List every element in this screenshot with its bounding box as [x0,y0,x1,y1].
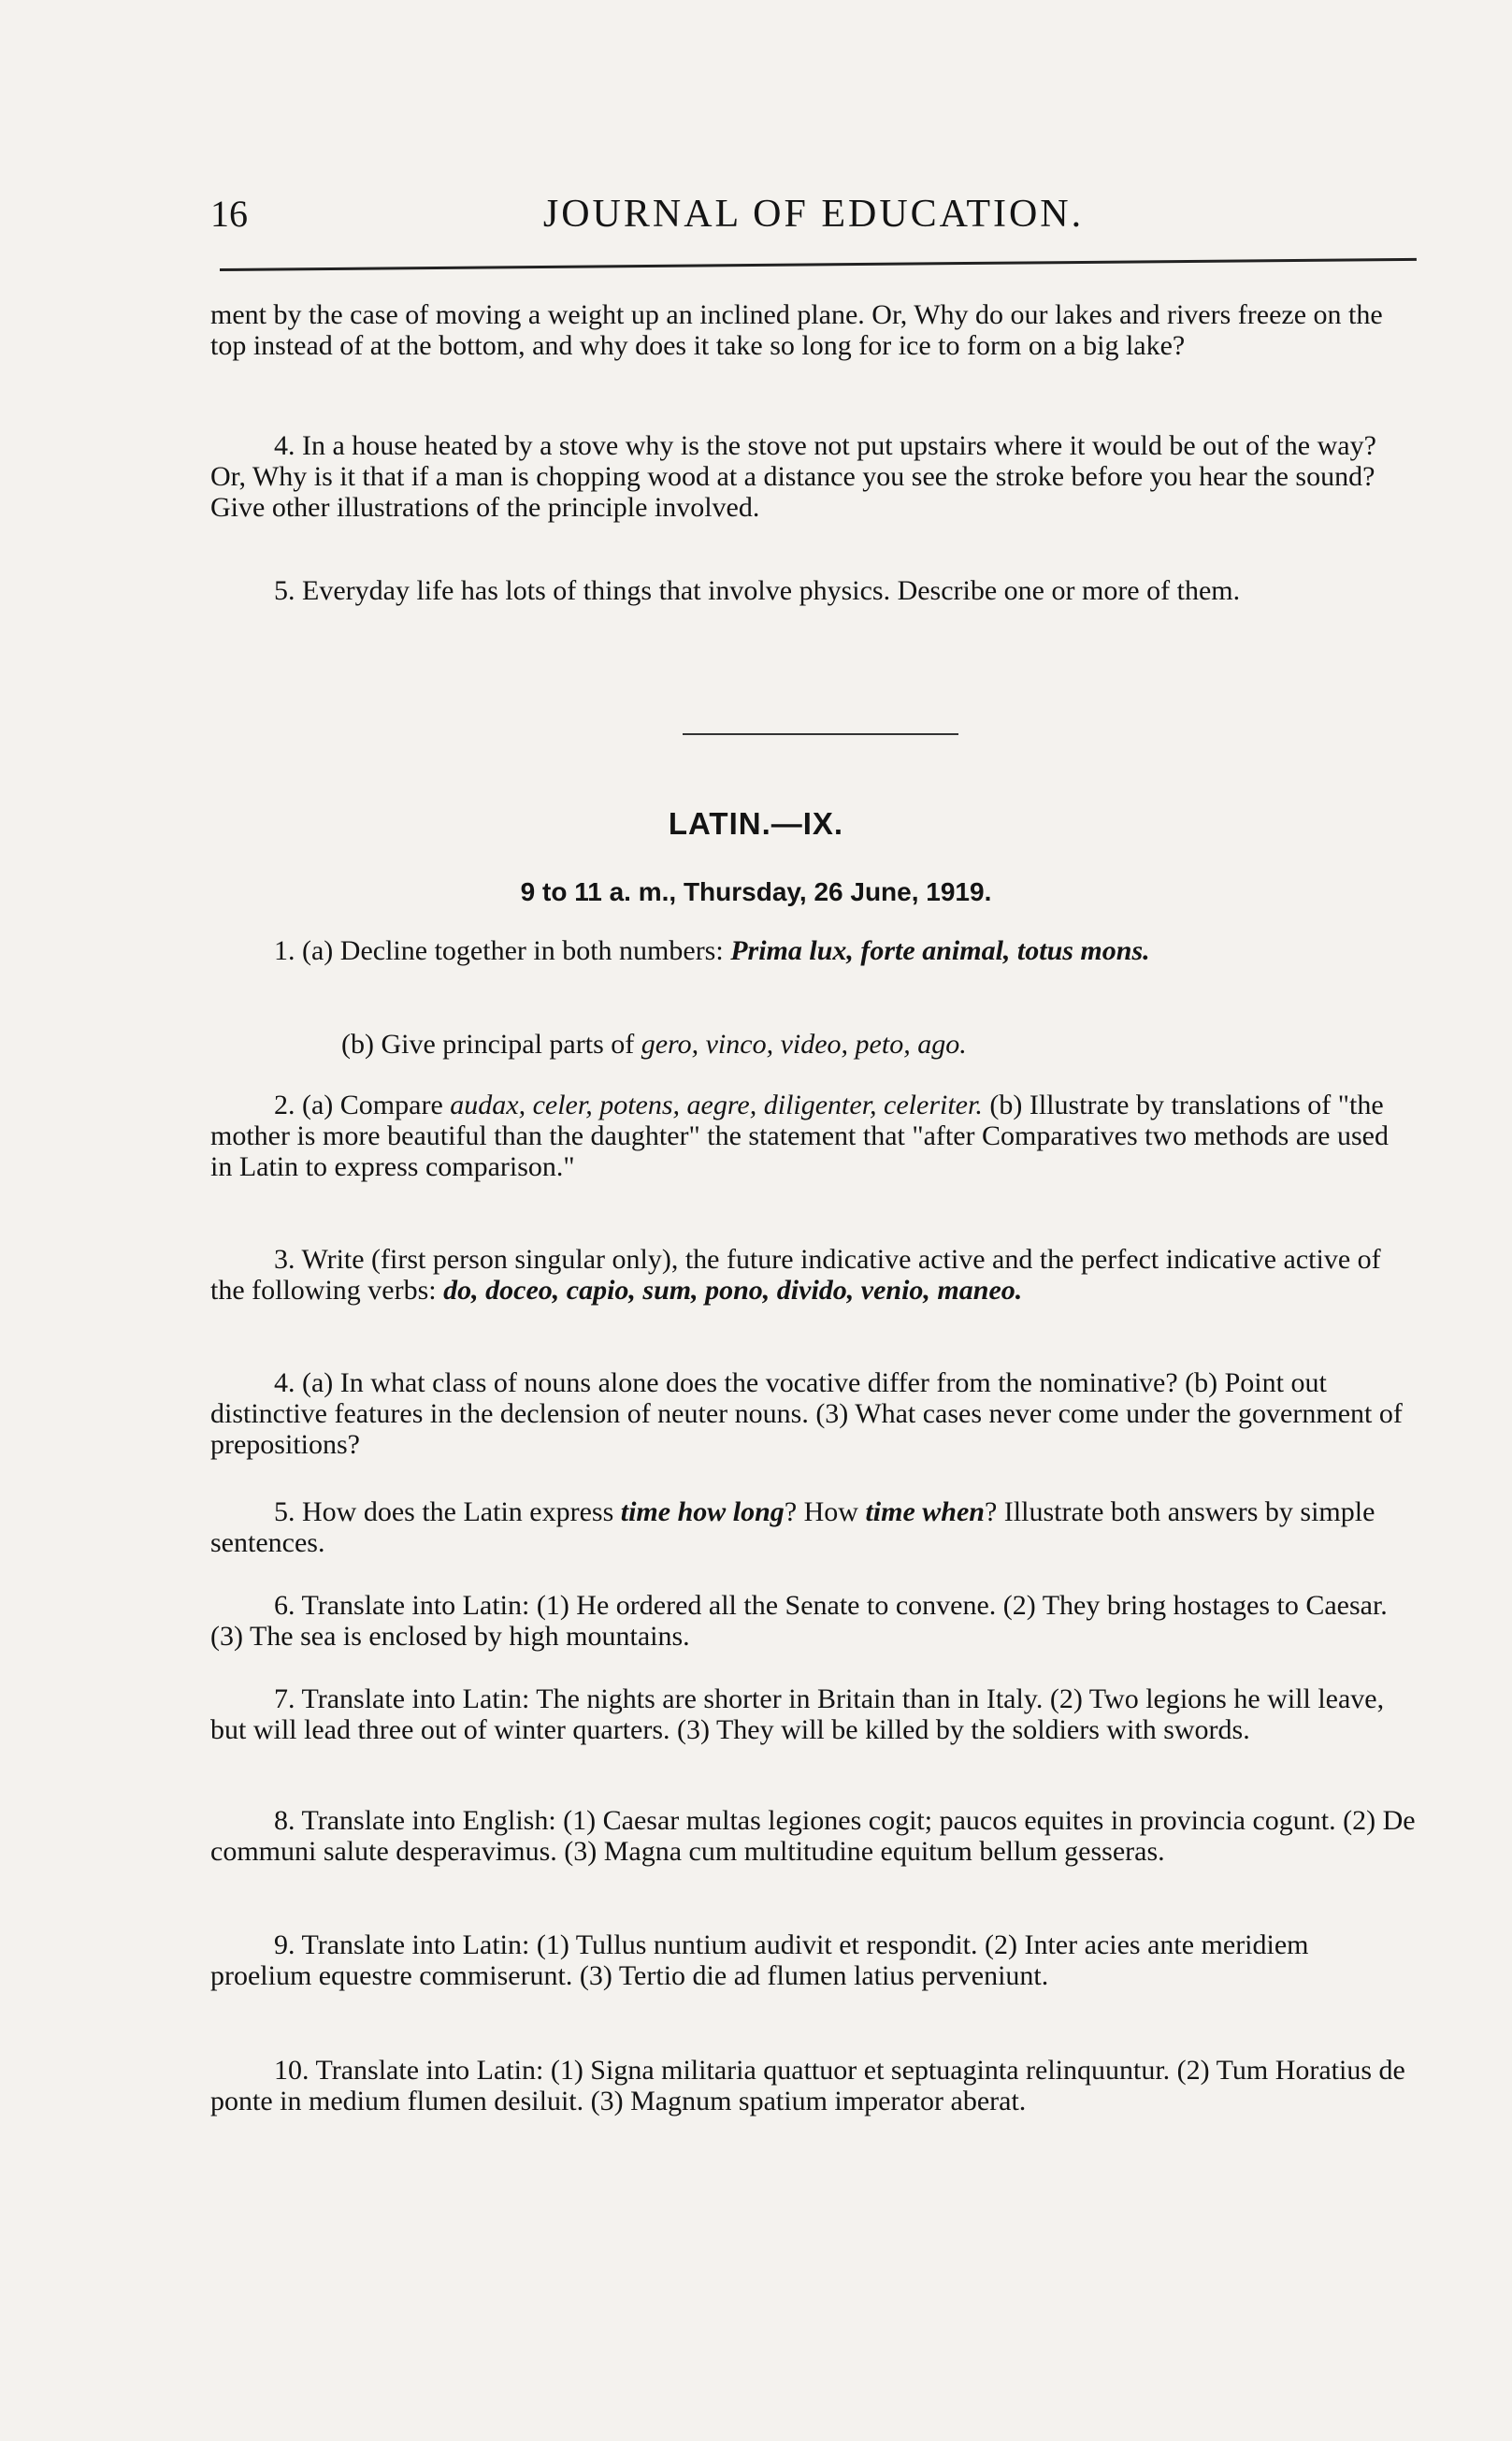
latin-question-9 [210,1929,1417,1991]
physics-question-5 [210,575,1417,606]
question-text: 8. Translate into English: (1) Caesar multas legiones cogit; paucos equites in provincia cogunt. (2) De communi salute desperavimus. (3) Magna cum multitudine equitum bellum gesseras. [210,1805,1416,1867]
question-text [210,1244,1417,1306]
question-rest: (b) Illustrate by translations of "the mother is more beautiful than the daughter" the statement that "after Comparatives two methods are used in Latin to express comparison." [210,1090,1389,1182]
latin-question-2 [210,1090,1417,1182]
latin-question-5 [210,1496,1417,1558]
latin-phrase: Prima lux, forte animal, totus mons. [730,935,1150,966]
question-text: 6. Translate into Latin: (1) He ordered all the Senate to convene. (2) They bring hostages to Caesar. (3) The sea is enclosed by high mountains. [210,1590,1388,1652]
latin-question-8 [210,1805,1417,1867]
question-lead: 3. Write (first person singular only), the future indicative active and the perfect indicative active of the following verbs: [210,1244,1381,1306]
page-number: 16 [210,193,248,235]
question-lead: (b) Give principal parts of [341,1029,641,1060]
question-emphasis: time how long [620,1496,785,1527]
paragraph-text: 5. Everyday life has lots of things that involve physics. Describe one or more of them. [274,575,1241,606]
latin-verbs: do, doceo, capio, sum, pono, divido, venio, maneo. [443,1275,1023,1306]
latin-question-1b [210,1029,1417,1060]
journal-title: JOURNAL OF EDUCATION. [542,193,1085,236]
latin-question-1a [210,935,1417,966]
latin-words: gero, vinco, video, peto, ago. [641,1029,967,1060]
question-lead: 2. (a) Compare [274,1090,451,1120]
question-text: 7. Translate into Latin: The nights are shorter in Britain than in Italy. (2) Two legions he will leave, but will lead three out of winter quarters. (3) They will be killed by the soldiers with swords. [210,1683,1385,1745]
latin-words: audax, celer, potens, aegre, diligenter, celeriter. [450,1090,983,1120]
header-rule [220,258,1417,271]
question-text [210,935,1417,966]
latin-question-4 [210,1367,1417,1460]
question-lead: 1. (a) Decline together in both numbers: [274,935,731,966]
section-divider [683,733,958,735]
latin-question-6 [210,1590,1417,1652]
question-text [210,1029,1417,1060]
latin-question-7 [210,1683,1417,1745]
latin-question-10 [210,2055,1417,2116]
question-part: ? Illustrate both answers by simple sentences. [210,1496,1375,1558]
question-text: 9. Translate into Latin: (1) Tullus nuntium audivit et respondit. (2) Inter acies ante meridiem proelium equestre commiserunt. (3) Tertio die ad flumen latius perveniunt. [210,1929,1309,1991]
question-text [210,1090,1417,1182]
paragraph-text: ment by the case of moving a weight up an inclined plane. Or, Why do our lakes and rivers freeze on the top instead of at the bottom, and why does it take so long for ice to form on a big lake? [210,299,1383,361]
latin-question-3 [210,1244,1417,1306]
physics-paragraph-continued [210,299,1417,361]
question-text: 10. Translate into Latin: (1) Signa militaria quattuor et septuaginta relinquuntur. (2) Tum Horatius de ponte in medium flumen desiluit. (3) Magnum spatium imperator aberat. [210,2055,1405,2116]
question-part: 5. How does the Latin express [274,1496,621,1527]
paragraph-text: 4. In a house heated by a stove why is the stove not put upstairs where it would be out of the way? Or, Why is it that if a man is chopping wood at a distance you see the stroke before you hear the sound? Give other illustrations of the principle involved. [210,430,1376,523]
exam-time: 9 to 11 a. m., Thursday, 26 June, 1919. [520,877,992,906]
section-title: LATIN.—IX. [668,806,844,841]
physics-question-4 [210,430,1417,523]
page-header [210,192,1417,257]
question-emphasis: time when [865,1496,985,1527]
question-text [210,1496,1417,1558]
question-part: ? How [784,1496,866,1527]
question-text: 4. (a) In what class of nouns alone does the vocative differ from the nominative? (b) Point out distinctive features in the declension of neuter nouns. (3) What cases never come under the government of prepositions? [210,1367,1403,1460]
